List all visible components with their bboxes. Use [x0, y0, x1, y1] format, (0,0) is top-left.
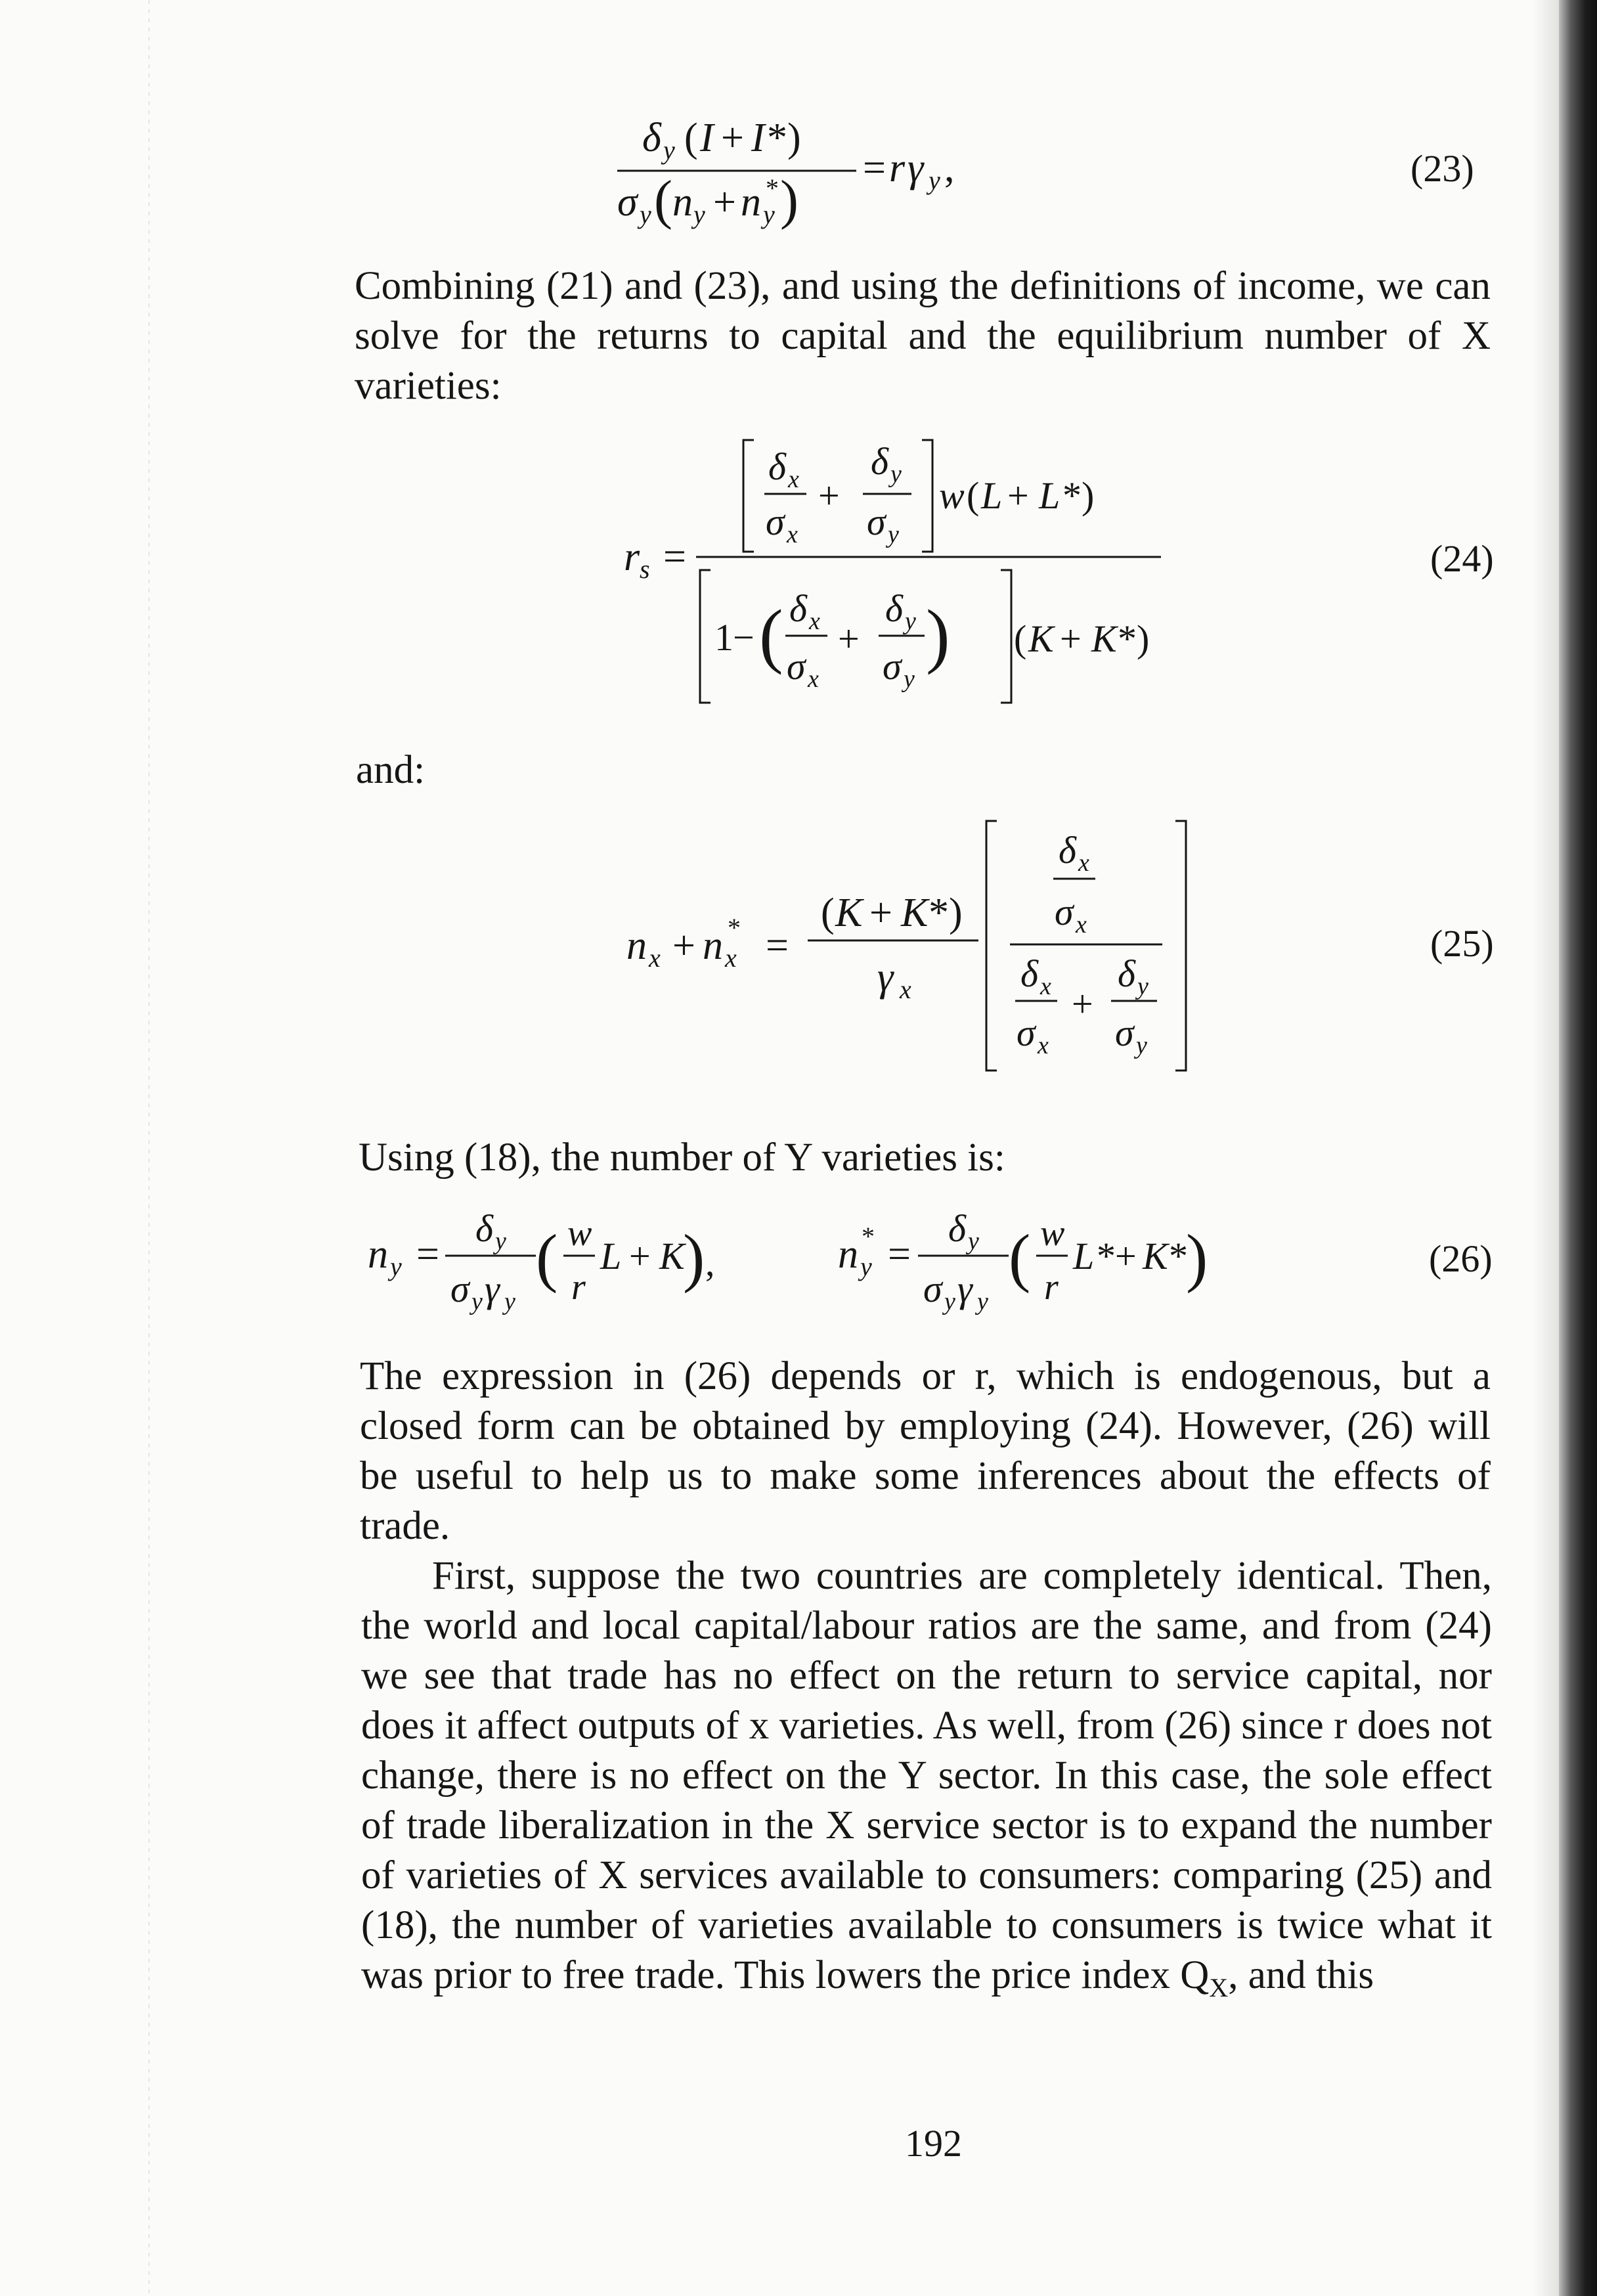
svg-text:y: y — [890, 460, 902, 488]
paragraph-expression: The expression in (26) depends or r, which is endogenous, but a closed form can be obtained by employing (24). However, (26) will be useful to help us to make some inferences about the effects of trade. — [360, 1354, 1491, 1548]
svg-text:y: y — [1136, 1032, 1147, 1059]
svg-text:n: n — [838, 1232, 858, 1277]
svg-text:K: K — [901, 891, 929, 935]
svg-text:n: n — [703, 923, 723, 968]
svg-text:w: w — [1040, 1213, 1065, 1254]
svg-text:γ: γ — [957, 1268, 973, 1310]
svg-text:L: L — [1073, 1235, 1095, 1277]
svg-text:*: * — [766, 173, 779, 203]
svg-text:): ) — [780, 169, 798, 231]
svg-text:s: s — [640, 554, 650, 584]
svg-text:δ: δ — [948, 1207, 966, 1250]
svg-text:y: y — [905, 607, 916, 635]
paragraph-first-tail: , and this — [1228, 1953, 1374, 1997]
svg-text:σ: σ — [450, 1268, 470, 1310]
svg-text:γ: γ — [908, 146, 924, 190]
svg-text:+: + — [1060, 617, 1082, 660]
paragraph-first-suppose — [361, 1551, 1492, 2013]
svg-text:L: L — [600, 1235, 622, 1277]
svg-text:1: 1 — [714, 616, 733, 659]
svg-text:δ: δ — [871, 440, 888, 483]
svg-text:(: ( — [1009, 1221, 1031, 1294]
svg-text:δ: δ — [885, 587, 903, 630]
svg-text:x: x — [900, 975, 911, 1004]
svg-text:x: x — [1076, 911, 1087, 938]
svg-text:y: y — [504, 1288, 515, 1315]
svg-text:K: K — [1091, 617, 1117, 660]
equation-23-number: (23) — [1411, 147, 1474, 190]
svg-text:+: + — [713, 180, 736, 225]
svg-text:y: y — [763, 200, 775, 229]
equation-25 — [617, 808, 1208, 1084]
svg-text:,: , — [705, 1241, 715, 1284]
svg-text:x: x — [1040, 973, 1051, 1000]
price-index-subscript: X — [1209, 1973, 1229, 2003]
svg-text:+: + — [721, 116, 744, 160]
svg-text:=: = — [863, 146, 886, 190]
svg-text:x: x — [808, 665, 819, 693]
svg-text:*): *) — [1118, 617, 1150, 660]
svg-text:δ: δ — [1118, 952, 1135, 995]
equation-24 — [611, 427, 1202, 716]
svg-text:x: x — [787, 521, 798, 548]
svg-text:+: + — [629, 1235, 651, 1277]
svg-text:+: + — [1007, 474, 1029, 517]
svg-text:(: ( — [967, 474, 980, 517]
svg-text:δ: δ — [768, 445, 786, 488]
svg-text:n: n — [368, 1232, 388, 1277]
svg-text:K: K — [1028, 617, 1054, 660]
svg-text:n: n — [626, 923, 647, 968]
svg-text:x: x — [1078, 849, 1089, 877]
svg-text:σ: σ — [883, 645, 902, 688]
svg-text:*): *) — [767, 116, 801, 160]
svg-text:σ: σ — [1017, 1011, 1036, 1054]
svg-text:σ: σ — [867, 500, 886, 543]
svg-text:σ: σ — [1115, 1011, 1134, 1054]
paragraph-using: Using (18), the number of Y varieties is: — [359, 1136, 1005, 1180]
svg-text:+: + — [838, 617, 860, 660]
svg-text:,: , — [944, 146, 955, 190]
paragraph-first-text: First, suppose the two countries are completely identical. Then, the world and local capital/labour ratios are the same, and from (24) we see that trade has no effect on the return to service capital, nor does it affect outputs of x varieties. As well, from (26) since r does not change, there is no effect on the Y sector. In this case, the sole effect of trade liberalization in the X service sector is to expand the number of varieties of X services available to consumers: comparing (25) and (18), the number of varieties available to consumers is twice what it was prior to free trade. This lowers the price index Q — [361, 1554, 1492, 1997]
svg-text:+: + — [1115, 1235, 1137, 1277]
svg-text:*: * — [1169, 1235, 1188, 1277]
equation-26-number: (26) — [1429, 1237, 1493, 1280]
svg-text:x: x — [725, 943, 737, 973]
svg-text:y: y — [1137, 973, 1149, 1000]
svg-text:+: + — [1072, 982, 1093, 1025]
svg-text:=: = — [663, 535, 686, 579]
equation-24-number: (24) — [1430, 537, 1494, 580]
svg-text:γ: γ — [485, 1268, 500, 1310]
svg-text:+: + — [818, 474, 840, 517]
svg-text:=: = — [888, 1232, 911, 1277]
svg-text:δ: δ — [475, 1207, 493, 1250]
svg-text:(: ( — [536, 1221, 558, 1294]
svg-text:y: y — [693, 200, 705, 229]
svg-text:): ) — [1186, 1221, 1208, 1294]
svg-text:n: n — [672, 180, 693, 225]
svg-text:σ: σ — [923, 1268, 942, 1310]
svg-text:I: I — [751, 116, 765, 160]
svg-text:σ: σ — [766, 500, 785, 543]
svg-text:y: y — [640, 200, 651, 229]
svg-text:x: x — [1038, 1032, 1049, 1059]
svg-text:): ) — [683, 1221, 705, 1294]
svg-text:y: y — [390, 1252, 402, 1281]
equation-26 — [359, 1202, 1344, 1353]
svg-text:=: = — [416, 1232, 439, 1277]
svg-text:K: K — [835, 891, 863, 935]
svg-text:σ: σ — [1055, 891, 1074, 933]
svg-text:(: ( — [1014, 617, 1027, 660]
scan-edge-mark — [148, 0, 150, 2296]
svg-text:n: n — [741, 180, 761, 225]
svg-text:y: y — [977, 1288, 988, 1315]
svg-text:r: r — [571, 1267, 586, 1308]
svg-text:y: y — [471, 1288, 483, 1315]
svg-text:y: y — [968, 1227, 979, 1255]
book-spine — [1559, 0, 1597, 2296]
svg-text:): ) — [926, 595, 950, 675]
svg-text:(: ( — [684, 116, 698, 160]
equation-23 — [591, 105, 1064, 256]
svg-text:+: + — [869, 891, 892, 935]
svg-text:y: y — [929, 166, 940, 195]
svg-text:γ: γ — [877, 955, 894, 1000]
and-label: and: — [356, 748, 426, 792]
svg-text:w: w — [567, 1213, 592, 1254]
svg-text:*): *) — [929, 891, 963, 935]
svg-text:δ: δ — [1020, 952, 1038, 995]
equation-25-number: (25) — [1430, 922, 1494, 965]
svg-text:x: x — [809, 607, 820, 635]
svg-text:r: r — [889, 146, 906, 190]
svg-text:y: y — [495, 1227, 506, 1255]
svg-text:r: r — [1044, 1267, 1059, 1308]
svg-text:*): *) — [1062, 474, 1095, 517]
svg-text:σ: σ — [787, 645, 806, 688]
svg-text:(: ( — [759, 595, 783, 675]
svg-text:*: * — [862, 1222, 875, 1251]
svg-text:+: + — [672, 923, 695, 968]
svg-text:y: y — [860, 1252, 872, 1281]
svg-text:y: y — [944, 1288, 955, 1315]
svg-text:L: L — [981, 474, 1003, 517]
svg-text:I: I — [700, 116, 714, 160]
svg-text:K: K — [1143, 1235, 1168, 1277]
page-number: 192 — [905, 2122, 962, 2165]
svg-text:x: x — [649, 943, 661, 973]
svg-text:−: − — [733, 616, 755, 659]
svg-text:*: * — [728, 913, 741, 942]
svg-text:y: y — [888, 521, 899, 548]
svg-text:*: * — [1097, 1235, 1116, 1277]
svg-text:y: y — [663, 135, 675, 165]
svg-text:δ: δ — [642, 116, 661, 160]
svg-text:w: w — [939, 474, 965, 517]
svg-text:=: = — [766, 923, 789, 968]
svg-text:L: L — [1039, 474, 1061, 517]
svg-text:K: K — [659, 1235, 685, 1277]
svg-text:y: y — [904, 665, 915, 693]
svg-text:r: r — [624, 535, 640, 579]
svg-text:x: x — [788, 466, 799, 493]
svg-text:δ: δ — [789, 587, 807, 630]
paragraph-combining: Combining (21) and (23), and using the definitions of income, we can solve for the returns to capital and the equilibrium number of X varieties: — [355, 264, 1491, 408]
svg-text:(: ( — [821, 891, 835, 935]
binding-shadow — [1533, 0, 1559, 2296]
svg-text:(: ( — [654, 169, 672, 231]
svg-text:σ: σ — [617, 180, 638, 225]
svg-text:δ: δ — [1059, 829, 1076, 872]
